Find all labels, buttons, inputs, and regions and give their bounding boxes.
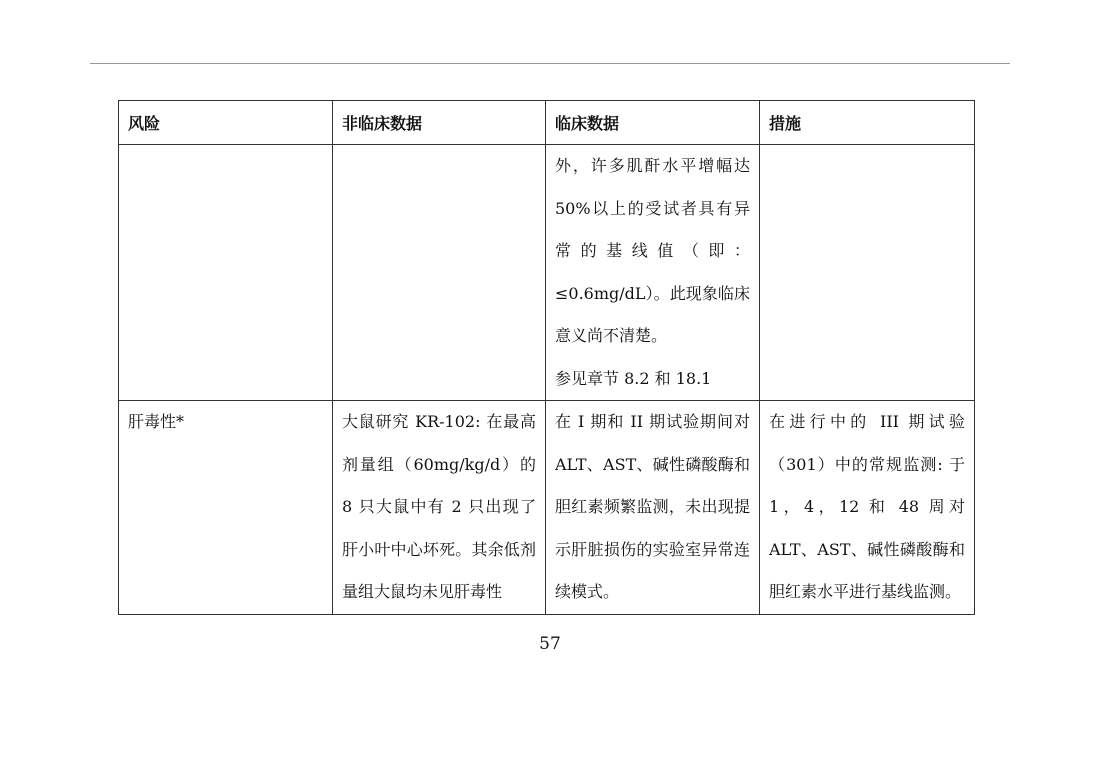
table-header-row [119, 101, 975, 145]
header-risk: 风险 [119, 101, 333, 145]
table-row [119, 401, 975, 615]
cell-nonclinical [333, 145, 546, 401]
risk-table [118, 100, 975, 615]
clinical-reference: 参见章节 8.2 和 18.1 [555, 368, 712, 388]
header-rule [90, 63, 1010, 64]
cell-clinical [546, 145, 760, 401]
cell-nonclinical: 大鼠研究 KR-102: 在最高剂量组（60mg/kg/d）的 8 只大鼠中有 2 只出现了肝小叶中心坏死。其余低剂量组大鼠均未见肝毒性 [333, 401, 546, 615]
cell-measures: 在进行中的 III 期试验（301）中的常规监测: 于 1，4，12 和 48 周对 ALT、AST、碱性磷酸酶和胆红素水平进行基线监测。 [760, 401, 975, 615]
header-clinical-data: 临床数据 [546, 101, 760, 145]
clinical-text: 外，许多肌酐水平增幅达50%以上的受试者具有异常的基线值（即：≤0.6mg/dL）。此现象临床意义尚不清楚。 [555, 156, 750, 345]
header-measures: 措施 [760, 101, 975, 145]
cell-risk [119, 145, 333, 401]
page-number: 57 [539, 634, 561, 654]
table-row [119, 145, 975, 401]
cell-clinical: 在 I 期和 II 期试验期间对 ALT、AST、碱性磷酸酶和胆红素频繁监测，未出现提示肝脏损伤的实验室异常连续模式。 [546, 401, 760, 615]
cell-risk: 肝毒性* [119, 401, 333, 615]
cell-measures [760, 145, 975, 401]
header-nonclinical-data: 非临床数据 [333, 101, 546, 145]
